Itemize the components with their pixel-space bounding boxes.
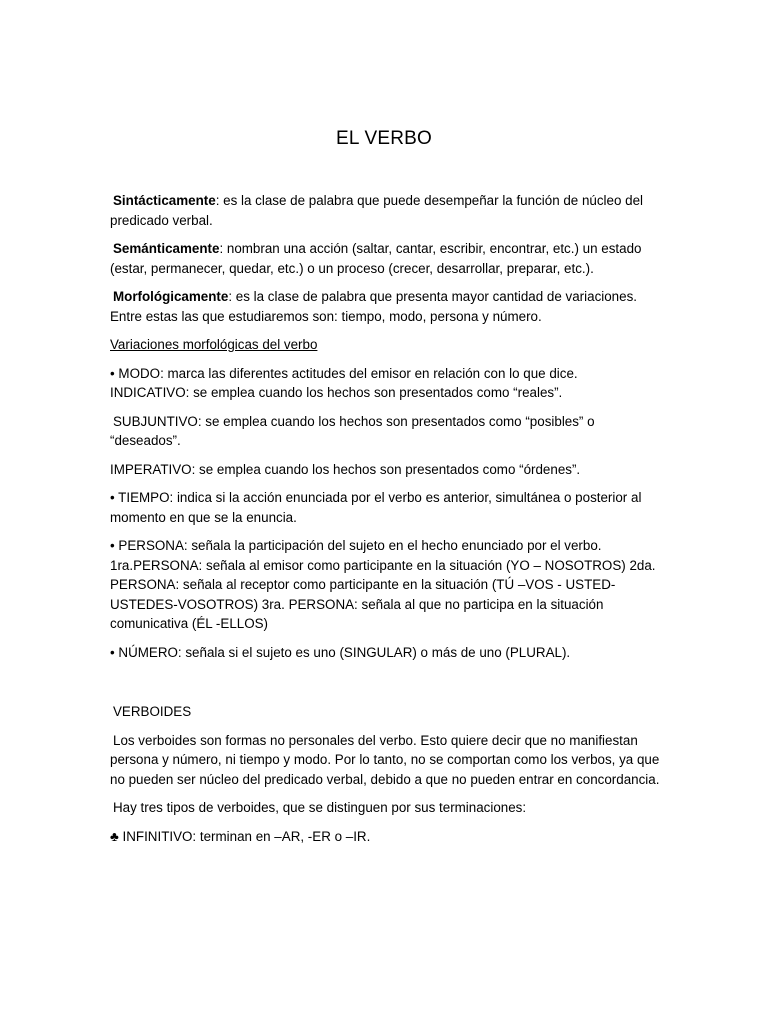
heading-variaciones bbox=[110, 335, 660, 355]
paragraph-semantico bbox=[110, 239, 660, 278]
paragraph-tiempo: • TIEMPO: indica si la acción enunciada por el verbo es anterior, simultánea o posterior al momento en que se la enuncia. bbox=[110, 490, 642, 525]
paragraph-modo: • MODO: marca las diferentes actitudes del emisor en relación con lo que dice. INDICATIVO: se emplea cuando los hechos son presentados como “reales”. bbox=[110, 365, 578, 400]
paragraph-tipos: Hay tres tipos de verboides, que se distinguen por sus terminaciones: bbox=[113, 800, 527, 815]
paragraph-sintactico bbox=[110, 191, 660, 230]
term-sintactico: Sintácticamente bbox=[113, 193, 216, 208]
text-semantico: : nombran una acción (saltar, cantar, escribir, encontrar, etc.) un estado (estar, permanecer, quedar, etc.) o un proceso (crecer, desarrollar, preparar, etc.). bbox=[110, 241, 642, 276]
term-semantico: Semánticamente bbox=[113, 241, 220, 256]
document-body bbox=[110, 191, 660, 855]
section-spacer bbox=[110, 671, 660, 702]
paragraph-numero: • NÚMERO: señala si el sujeto es uno (SINGULAR) o más de uno (PLURAL). bbox=[110, 644, 571, 660]
paragraph-persona: • PERSONA: señala la participación del sujeto en el hecho enunciado por el verbo. 1ra.PERSONA: señala al emisor como participante en la situación (YO – NOSOTROS) 2da. PERSONA: señala al receptor como participante en la situación (TÚ –VOS - USTED- USTEDES-VOSOTROS) 3ra. PERSONA: señala al que no participa en la situación comunicativa (ÉL -ELLOS) bbox=[110, 538, 656, 631]
text-morfologico: : es la clase de palabra que presenta mayor cantidad de variaciones. Entre estas las que estudiaremos son: tiempo, modo, persona y número. bbox=[110, 289, 637, 324]
paragraph-verboides: Los verboides son formas no personales del verbo. Esto quiere decir que no manifiestan persona y número, ni tiempo y modo. Por lo tanto, no se comportan como los verbos, ya que no pueden ser núcleo del predicado verbal, debido a que no pueden entrar en concordancia. bbox=[110, 732, 660, 787]
heading-variaciones-text: Variaciones morfológicas del verbo bbox=[110, 337, 318, 352]
text-sintactico: : es la clase de palabra que puede desempeñar la función de núcleo del predicado verbal. bbox=[110, 193, 644, 228]
paragraph-infinitivo: ♣ INFINITIVO: terminan en –AR, -ER o –IR. bbox=[110, 828, 371, 844]
paragraph-imperativo: IMPERATIVO: se emplea cuando los hechos son presentados como “órdenes”. bbox=[110, 461, 581, 477]
heading-verboides: VERBOIDES bbox=[113, 704, 192, 719]
paragraph-subjuntivo: SUBJUNTIVO: se emplea cuando los hechos son presentados como “posibles” o “deseados”. bbox=[110, 413, 595, 448]
paragraph-morfologico bbox=[110, 287, 660, 326]
document-title: EL VERBO bbox=[336, 128, 432, 149]
term-morfologico: Morfológicamente bbox=[113, 289, 229, 304]
